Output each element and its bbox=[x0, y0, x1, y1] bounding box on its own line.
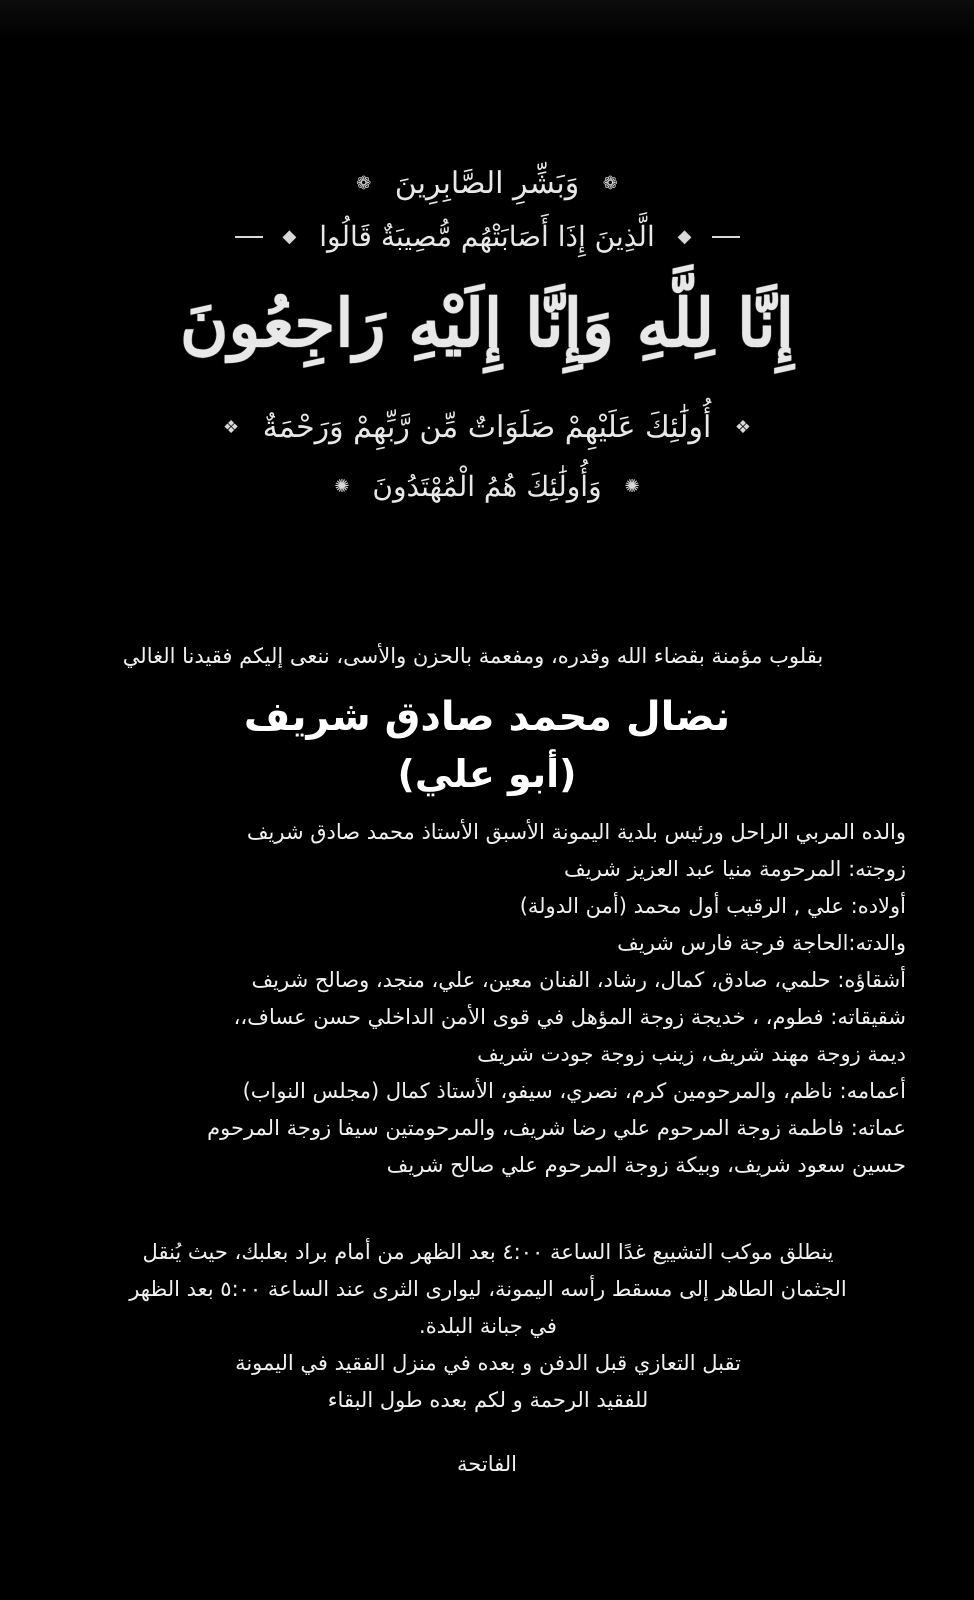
family-line: حسين سعود شريف، وبيكة زوجة المرحوم علي صالح شريف bbox=[386, 1153, 906, 1177]
ornament-icon: ❁ bbox=[602, 172, 618, 194]
funeral-line: في جبانة البلدة. bbox=[419, 1314, 557, 1338]
family-line: أشقاؤه: حلمي، صادق، كمال، رشاد، الفنان معين، علي، منجد، وصالح شريف bbox=[251, 968, 906, 992]
top-shade bbox=[0, 0, 974, 40]
calligraphy-line-2 bbox=[0, 218, 974, 253]
family-line: زوجته: المرحومة منيا عبد العزيز شريف bbox=[564, 857, 906, 881]
family-line: ديمة زوجة مهند شريف، زينب زوجة جودت شريف bbox=[477, 1042, 906, 1066]
closing-fatiha: الفاتحة bbox=[457, 1452, 517, 1476]
family-line: أعمامه: ناظم، والمرحومين كرم، نصري، سيفو، الأستاذ كمال (مجلس النواب) bbox=[242, 1079, 906, 1103]
funeral-line: الجثمان الطاهر إلى مسقط رأسه اليمونة، ليوارى الثرى عند الساعة ٥:٠٠ بعد الظهر bbox=[129, 1277, 847, 1301]
family-line: أولاده: علي , الرقيب أول محمد (أمن الدولة) bbox=[519, 894, 906, 918]
calligraphy-text: الَّذِينَ إِذَا أَصَابَتْهُم مُّصِيبَةٌ قَالُوا bbox=[319, 220, 655, 253]
family-line: والده المربي الراحل ورئيس بلدية اليمونة الأسبق الأستاذ محمد صادق شريف bbox=[246, 820, 906, 844]
announcement-intro: بقلوب مؤمنة بقضاء الله وقدره، ومفعمة بالحزن والأسى، ننعى إليكم فقيدنا الغالي bbox=[122, 644, 824, 668]
ornament-dash-icon bbox=[235, 236, 263, 238]
funeral-line: ينطلق موكب التشييع غدًا الساعة ٤:٠٠ بعد الظهر من أمام براد بعلبك، حيث يُنقل bbox=[142, 1240, 834, 1264]
ornament-icon: ✺ bbox=[624, 476, 640, 497]
family-list bbox=[76, 814, 906, 1184]
funeral-line: للفقيد الرحمة و لكم بعده طول البقاء bbox=[327, 1388, 649, 1412]
deceased-name: نضال محمد صادق شريف bbox=[243, 694, 731, 740]
ornament-icon: ◆ bbox=[282, 226, 297, 247]
ornament-icon: ◆ bbox=[677, 226, 692, 247]
family-line: والدته:الحاجة فرجة فارس شريف bbox=[617, 931, 906, 955]
quran-calligraphy bbox=[0, 150, 974, 530]
ornament-icon: ❖ bbox=[223, 416, 240, 438]
calligraphy-text: وَأُولَٰئِكَ هُمُ الْمُهْتَدُونَ bbox=[372, 470, 602, 503]
calligraphy-line-1 bbox=[0, 164, 974, 201]
deceased-nickname: (أبو علي) bbox=[397, 752, 577, 796]
calligraphy-main-verse bbox=[0, 278, 974, 362]
funeral-details bbox=[60, 1234, 916, 1419]
calligraphy-line-4 bbox=[0, 408, 974, 445]
calligraphy-text: وَبَشِّرِ الصَّابِرِينَ bbox=[394, 165, 580, 201]
funeral-line: تقبل التعازي قبل الدفن و بعده في منزل الفقيد في اليمونة bbox=[235, 1351, 741, 1375]
ornament-dash-icon bbox=[712, 236, 740, 238]
calligraphy-line-5 bbox=[0, 468, 974, 503]
ornament-icon: ✺ bbox=[334, 476, 350, 497]
family-line: شقيقاته: فطوم، ، خديجة زوجة المؤهل في قوى الأمن الداخلي حسن عساف،، bbox=[233, 1005, 906, 1029]
family-line: عماته: فاطمة زوجة المرحوم علي رضا شريف، والمرحومتين سيفا زوجة المرحوم bbox=[207, 1116, 906, 1140]
calligraphy-text: إِنَّا لِلَّهِ وَإِنَّا إِلَيْهِ رَاجِعُونَ bbox=[180, 284, 794, 362]
ornament-icon: ❁ bbox=[356, 172, 372, 194]
ornament-icon: ❖ bbox=[734, 416, 751, 438]
calligraphy-text: أُولَٰئِكَ عَلَيْهِمْ صَلَوَاتٌ مِّن رَّبِّهِمْ وَرَحْمَةٌ bbox=[262, 409, 712, 445]
